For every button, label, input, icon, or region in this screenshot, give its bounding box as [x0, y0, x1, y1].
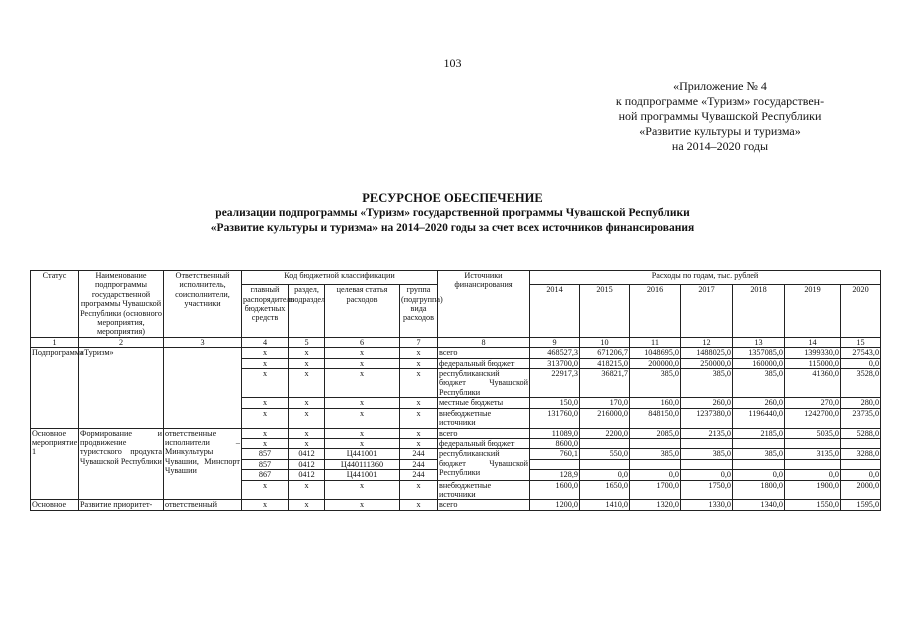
column-number: 9	[530, 337, 580, 347]
value-cell: 1410,0	[580, 500, 630, 510]
value-cell: 1800,0	[733, 480, 785, 500]
value-cell: 848150,0	[630, 408, 681, 428]
table-row	[31, 348, 881, 358]
value-cell: 36821,7	[580, 369, 630, 398]
value-cell: 131760,0	[530, 408, 580, 428]
value-cell: 260,0	[733, 398, 785, 408]
column-number: 4	[242, 337, 289, 347]
value-cell: 115000,0	[785, 358, 841, 368]
razdel-code-cell: x	[289, 348, 325, 358]
title-line-1: РЕСУРСНОЕ ОБЕСПЕЧЕНИЕ	[362, 191, 543, 205]
gruppa-code-cell: x	[400, 500, 438, 510]
name-cell: Формирование и продвижение туристского продукта Чувашской Республики	[79, 428, 164, 500]
tselevaya-code-cell: x	[325, 480, 400, 500]
value-cell	[733, 459, 785, 469]
value-cell	[841, 438, 881, 448]
value-cell: 5035,0	[785, 428, 841, 438]
value-cell: 1357085,0	[733, 348, 785, 358]
status-cell: Основное мероприятие 1	[31, 428, 79, 500]
value-cell: 160,0	[630, 398, 681, 408]
appendix-line: ной программы Чувашской Республики	[618, 109, 822, 123]
header-year: 2016	[630, 285, 681, 338]
value-cell: 170,0	[580, 398, 630, 408]
tselevaya-code-cell: Ц441001	[325, 449, 400, 459]
value-cell: 0,0	[580, 470, 630, 480]
razdel-code-cell: x	[289, 480, 325, 500]
value-cell: 1196440,0	[733, 408, 785, 428]
tselevaya-code-cell: Ц441001	[325, 470, 400, 480]
glavny-code-cell: 857	[242, 449, 289, 459]
value-cell: 41360,0	[785, 369, 841, 398]
value-cell	[785, 459, 841, 469]
glavny-code-cell: x	[242, 438, 289, 448]
gruppa-code-cell: x	[400, 348, 438, 358]
value-cell	[681, 438, 733, 448]
source-cell: всего	[438, 348, 530, 358]
razdel-code-cell: x	[289, 358, 325, 368]
value-cell: 2185,0	[733, 428, 785, 438]
value-cell: 3288,0	[841, 449, 881, 459]
value-cell: 27543,0	[841, 348, 881, 358]
value-cell: 418215,0	[580, 358, 630, 368]
title-line-3: «Развитие культуры и туризма» на 2014–2020 годы за счет всех источников финансирования	[210, 222, 695, 234]
resource-table	[30, 270, 881, 511]
header-razdel: раздел, подраздел	[289, 285, 325, 338]
value-cell	[580, 459, 630, 469]
value-cell: 1237380,0	[681, 408, 733, 428]
header-executor: Ответственный исполнитель, соисполнители, участники	[164, 271, 242, 338]
source-cell: всего	[438, 428, 530, 438]
value-cell: 2000,0	[841, 480, 881, 500]
value-cell: 1900,0	[785, 480, 841, 500]
header-year: 2015	[580, 285, 630, 338]
gruppa-code-cell: x	[400, 428, 438, 438]
column-number: 8	[438, 337, 530, 347]
tselevaya-code-cell: x	[325, 369, 400, 398]
header-year: 2020	[841, 285, 881, 338]
glavny-code-cell: x	[242, 348, 289, 358]
column-number: 5	[289, 337, 325, 347]
value-cell: 150,0	[530, 398, 580, 408]
gruppa-code-cell: x	[400, 408, 438, 428]
value-cell: 0,0	[841, 358, 881, 368]
razdel-code-cell: x	[289, 428, 325, 438]
glavny-code-cell: x	[242, 408, 289, 428]
value-cell: 0,0	[841, 470, 881, 480]
value-cell: 1330,0	[681, 500, 733, 510]
name-cell: Развитие приоритет-	[79, 500, 164, 510]
value-cell: 2135,0	[681, 428, 733, 438]
table-row	[31, 500, 881, 510]
source-cell: федеральный бюджет	[438, 358, 530, 368]
header-gruppa: группа (подгруппа) вида расходов	[400, 285, 438, 338]
tselevaya-code-cell: Ц440111360	[325, 459, 400, 469]
gruppa-code-cell: 244	[400, 459, 438, 469]
value-cell	[841, 459, 881, 469]
razdel-code-cell: 0412	[289, 459, 325, 469]
tselevaya-code-cell: x	[325, 358, 400, 368]
value-cell: 0,0	[733, 470, 785, 480]
header-year: 2014	[530, 285, 580, 338]
value-cell: 760,1	[530, 449, 580, 459]
value-cell: 128,9	[530, 470, 580, 480]
value-cell: 160000,0	[733, 358, 785, 368]
value-cell: 1242700,0	[785, 408, 841, 428]
value-cell: 260,0	[681, 398, 733, 408]
column-number: 11	[630, 337, 681, 347]
value-cell: 23735,0	[841, 408, 881, 428]
header-year: 2017	[681, 285, 733, 338]
header-name: Наименование подпрограммы государственной программы Чувашской Республики (основного мероприятия, мероприятия)	[80, 271, 162, 337]
value-cell: 280,0	[841, 398, 881, 408]
razdel-code-cell: 0412	[289, 470, 325, 480]
source-cell: внебюджетные источники	[438, 408, 530, 428]
value-cell: 5288,0	[841, 428, 881, 438]
gruppa-code-cell: 244	[400, 449, 438, 459]
value-cell: 11089,0	[530, 428, 580, 438]
value-cell	[630, 438, 681, 448]
value-cell: 385,0	[630, 449, 681, 459]
header-year: 2018	[733, 285, 785, 338]
glavny-code-cell: x	[242, 428, 289, 438]
glavny-code-cell: 857	[242, 459, 289, 469]
value-cell: 1650,0	[580, 480, 630, 500]
gruppa-code-cell: x	[400, 438, 438, 448]
gruppa-code-cell: x	[400, 398, 438, 408]
value-cell: 270,0	[785, 398, 841, 408]
value-cell: 1200,0	[530, 500, 580, 510]
appendix-line: на 2014–2020 годы	[671, 139, 769, 153]
executor-cell	[164, 348, 242, 428]
value-cell: 1048695,0	[630, 348, 681, 358]
glavny-code-cell: x	[242, 398, 289, 408]
value-cell: 313700,0	[530, 358, 580, 368]
gruppa-code-cell: x	[400, 369, 438, 398]
tselevaya-code-cell: x	[325, 438, 400, 448]
value-cell: 1700,0	[630, 480, 681, 500]
table-row	[31, 428, 881, 438]
status-cell: Подпрограмма	[31, 348, 79, 428]
header-sources: Источники финансирования	[438, 271, 530, 338]
source-cell: республиканский бюджет Чувашской Республики	[438, 449, 530, 480]
column-number: 2	[79, 337, 164, 347]
tselevaya-code-cell: x	[325, 428, 400, 438]
executor-cell: ответственный	[164, 500, 242, 510]
value-cell: 385,0	[630, 369, 681, 398]
value-cell	[580, 438, 630, 448]
appendix-line: «Приложение № 4	[673, 79, 767, 93]
razdel-code-cell: x	[289, 438, 325, 448]
page-number: 103	[443, 56, 462, 70]
title-line-2: реализации подпрограммы «Туризм» государственной программы Чувашской Республики	[215, 207, 690, 219]
header-status: Статус	[31, 271, 79, 338]
value-cell: 216000,0	[580, 408, 630, 428]
executor-cell: ответственные исполнители – Минкультуры Чувашии, Минспорт Чувашии	[164, 428, 242, 500]
tselevaya-code-cell: x	[325, 408, 400, 428]
header-tselevaya: целевая статья расходов	[325, 285, 400, 338]
document-title	[0, 191, 905, 236]
value-cell	[681, 459, 733, 469]
gruppa-code-cell: x	[400, 358, 438, 368]
value-cell: 1320,0	[630, 500, 681, 510]
value-cell	[733, 438, 785, 448]
header-row	[31, 271, 881, 285]
value-cell: 385,0	[733, 369, 785, 398]
value-cell: 1488025,0	[681, 348, 733, 358]
source-cell: всего	[438, 500, 530, 510]
table-body	[31, 348, 881, 511]
razdel-code-cell: x	[289, 369, 325, 398]
source-cell: местные бюджеты	[438, 398, 530, 408]
tselevaya-code-cell: x	[325, 348, 400, 358]
column-number: 14	[785, 337, 841, 347]
value-cell: 2200,0	[580, 428, 630, 438]
value-cell: 0,0	[681, 470, 733, 480]
appendix-line: к подпрограмме «Туризм» государствен-	[615, 94, 825, 108]
gruppa-code-cell: x	[400, 480, 438, 500]
value-cell: 8600,0	[530, 438, 580, 448]
column-number: 6	[325, 337, 400, 347]
tselevaya-code-cell: x	[325, 500, 400, 510]
value-cell: 1340,0	[733, 500, 785, 510]
value-cell: 468527,3	[530, 348, 580, 358]
column-number: 7	[400, 337, 438, 347]
value-cell	[530, 459, 580, 469]
glavny-code-cell: 867	[242, 470, 289, 480]
source-cell: внебюджетные источники	[438, 480, 530, 500]
value-cell: 550,0	[580, 449, 630, 459]
column-number: 13	[733, 337, 785, 347]
value-cell: 385,0	[681, 449, 733, 459]
tselevaya-code-cell: x	[325, 398, 400, 408]
glavny-code-cell: x	[242, 358, 289, 368]
value-cell: 1600,0	[530, 480, 580, 500]
value-cell: 0,0	[785, 470, 841, 480]
column-number: 12	[681, 337, 733, 347]
value-cell	[630, 459, 681, 469]
value-cell: 385,0	[681, 369, 733, 398]
appendix-header	[590, 79, 850, 154]
source-cell: республиканский бюджет Чувашской Республики	[439, 369, 528, 397]
value-cell: 0,0	[630, 470, 681, 480]
razdel-code-cell: 0412	[289, 449, 325, 459]
value-cell: 250000,0	[681, 358, 733, 368]
name-cell: «Туризм»	[79, 348, 164, 428]
glavny-code-cell: x	[242, 369, 289, 398]
column-number: 15	[841, 337, 881, 347]
value-cell: 1550,0	[785, 500, 841, 510]
header-budget-code: Код бюджетной классификации	[242, 271, 438, 285]
column-number: 10	[580, 337, 630, 347]
value-cell: 200000,0	[630, 358, 681, 368]
column-number-row	[31, 337, 881, 347]
value-cell: 3528,0	[841, 369, 881, 398]
value-cell: 2085,0	[630, 428, 681, 438]
header-glavny: главный распорядитель бюджетных средств	[242, 285, 289, 338]
column-number: 1	[31, 337, 79, 347]
source-cell: федеральный бюджет	[438, 438, 530, 448]
razdel-code-cell: x	[289, 408, 325, 428]
value-cell: 1399330,0	[785, 348, 841, 358]
column-number: 3	[164, 337, 242, 347]
value-cell: 671206,7	[580, 348, 630, 358]
value-cell: 22917,3	[530, 369, 580, 398]
value-cell: 3135,0	[785, 449, 841, 459]
status-cell: Основное	[31, 500, 79, 510]
gruppa-code-cell: 244	[400, 470, 438, 480]
razdel-code-cell: x	[289, 500, 325, 510]
razdel-code-cell: x	[289, 398, 325, 408]
value-cell: 1595,0	[841, 500, 881, 510]
glavny-code-cell: x	[242, 500, 289, 510]
glavny-code-cell: x	[242, 480, 289, 500]
header-year: 2019	[785, 285, 841, 338]
header-expenses: Расходы по годам, тыс. рублей	[530, 271, 881, 285]
appendix-line: «Развитие культуры и туризма»	[639, 124, 801, 138]
value-cell: 1750,0	[681, 480, 733, 500]
value-cell: 385,0	[733, 449, 785, 459]
value-cell	[785, 438, 841, 448]
